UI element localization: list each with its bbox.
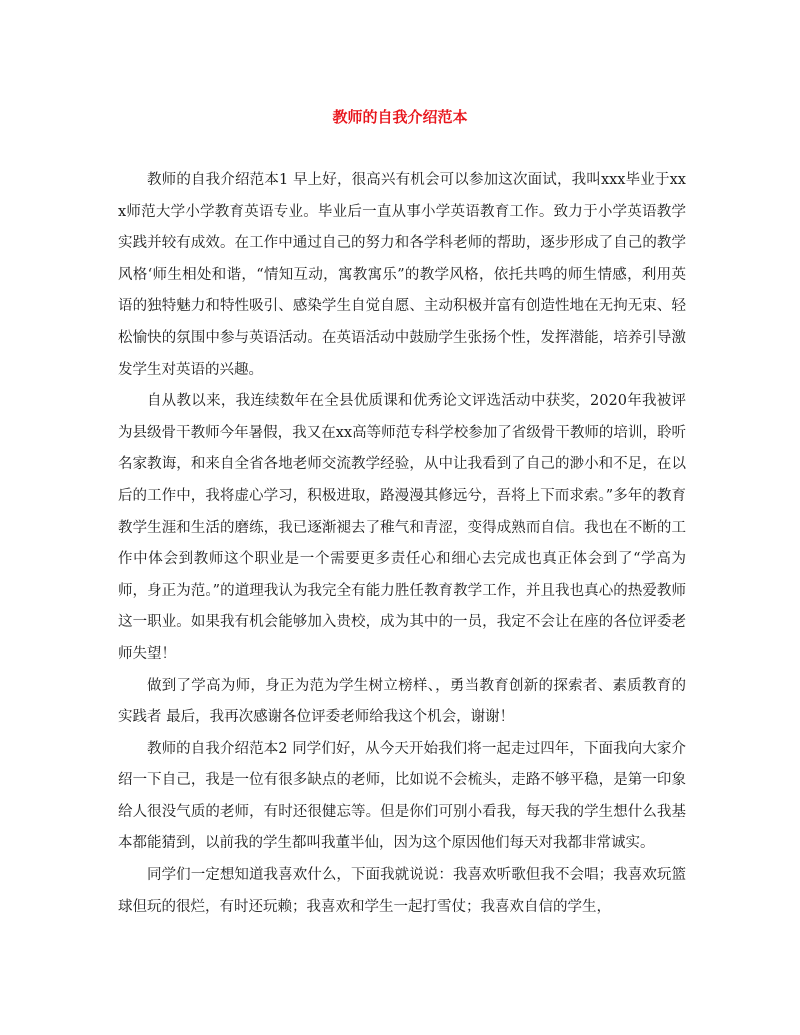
document-body [118, 165, 686, 923]
paragraph: 自从教以来，我连续数年在全县优质课和优秀论文评选活动中获奖，2020年我被评为县级骨干教师今年暑假，我又在xx高等师范专科学校参加了省级骨干教师的培训，聆听名家教诲，和来自全省各地老师交流教学经验，从中让我看到了自己的渺小和不足，在以后的工作中，我将虚心学习，积极进取，路漫漫其修远兮，吾将上下而求索。”多年的教育教学生涯和生活的磨练，我已逐渐褪去了稚气和青涩，变得成熟而自信。我也在不断的工作中体会到教师这个职业是一个需要更多责任心和细心去完成也真正体会到了“学高为师，身正为范。”的道理我认为我完全有能力胜任教育教学工作，并且我也真心的热爱教师这一职业。如果我有机会能够加入贵校，成为其中的一员，我定不会让在座的各位评委老师失望！ [118, 393, 686, 662]
paragraph: 教师的自我介绍范本1 早上好，很高兴有机会可以参加这次面试，我叫xxx毕业于xxx师范大学小学教育英语专业。毕业后一直从事小学英语教育工作。致力于小学英语教学实践并较有成效。在工作中通过自己的努力和各学科老师的帮助，逐步形成了自己的教学风格‘师生相处和谐，“情知互动，寓教寓乐”的教学风格，依托共鸣的师生情感，利用英语的独特魅力和特性吸引、感染学生自觉自愿、主动积极并富有创造性地在无拘无束、轻松愉快的氛围中参与英语活动。在英语活动中鼓励学生张扬个性，发挥潜能，培养引导激发学生对英语的兴趣。 [118, 172, 686, 378]
paragraph: 同学们一定想知道我喜欢什么，下面我就说说：我喜欢听歌但我不会唱；我喜欢玩篮球但玩的很烂，有时还玩赖；我喜欢和学生一起打雪仗；我喜欢自信的学生， [118, 867, 686, 915]
paragraph: 做到了学高为师，身正为范为学生树立榜样、，勇当教育创新的探索者、素质教育的实践者 最后，我再次感谢各位评委老师给我这个机会，谢谢！ [118, 677, 686, 726]
paragraph: 教师的自我介绍范本2 同学们好，从今天开始我们将一起走过四年，下面我向大家介绍一下自己，我是一位有很多缺点的老师，比如说不会梳头，走路不够平稳，是第一印象给人很没气质的老师，有时还很健忘等。但是你们可别小看我，每天我的学生想什么我基本都能猜到，以前我的学生都叫我董半仙，因为这个原因他们每天对我都非常诚实。 [118, 740, 686, 852]
page-title: 教师的自我介绍范本 [332, 108, 468, 126]
